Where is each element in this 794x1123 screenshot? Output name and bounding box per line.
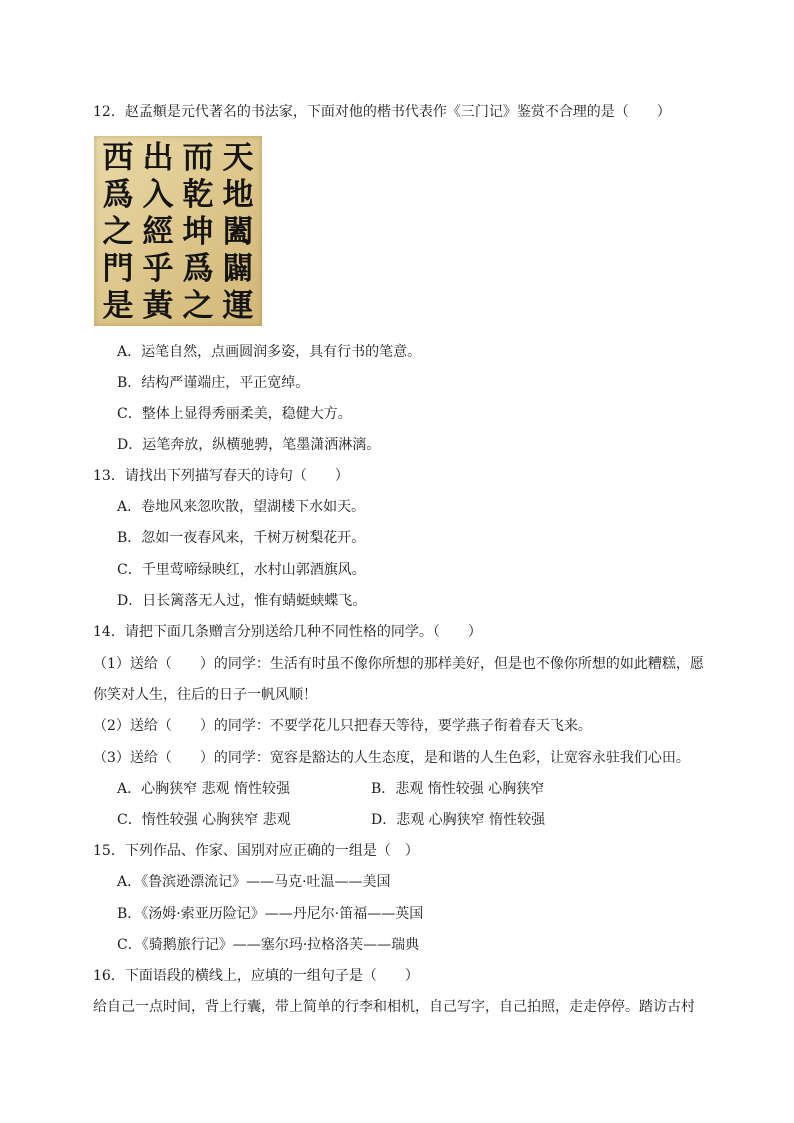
q14-item: 你笑对人生，往后的日子一帆风顺！ xyxy=(93,687,317,703)
calligraphy-char: 西 xyxy=(102,140,134,176)
q12-option-d: D．运笔奔放，纵横驰骋，笔墨潇洒淋漓。 xyxy=(117,437,381,453)
q13-option-b: B．忽如一夜春风来，千树万树梨花开。 xyxy=(117,530,366,546)
calligraphy-char: 出 xyxy=(142,140,174,176)
calligraphy-char: 乎 xyxy=(142,251,174,287)
calligraphy-char: 爲 xyxy=(102,177,134,213)
q14-item: （3）送给（ ）的同学：宽容是豁达的人生态度，是和谐的人生色彩，让宽容永驻我们心田。 xyxy=(93,750,690,766)
q12-option-b: B．结构严谨端庄，平正宽绰。 xyxy=(117,375,310,391)
q15-option-b: B．《汤姆·索亚历险记》——丹尼尔·笛福——英国 xyxy=(117,906,424,922)
calligraphy-char: 黃 xyxy=(142,288,174,324)
q13-option-c: C．千里莺啼绿映红，水村山郭酒旗风。 xyxy=(117,562,366,578)
q14-option-d: D．悲观 心胸狭窄 惰性较强 xyxy=(371,812,546,828)
calligraphy-char: 之 xyxy=(182,288,214,324)
calligraphy-image xyxy=(94,136,262,326)
calligraphy-column xyxy=(138,140,178,325)
q13-stem: 13．请找出下列描写春天的诗句（ ） xyxy=(93,468,349,484)
q13-option-d: D．日长篱落无人过，惟有蜻蜓蛱蝶飞。 xyxy=(117,593,367,609)
q14-option-c: C．惰性较强 心胸狭窄 悲观 xyxy=(117,812,291,828)
q12-stem: 12．赵孟頫是元代著名的书法家，下面对他的楷书代表作《三门记》鉴赏不合理的是（ ） xyxy=(93,104,671,120)
calligraphy-column xyxy=(98,140,138,325)
calligraphy-char: 闢 xyxy=(222,251,254,287)
calligraphy-char: 爲 xyxy=(182,251,214,287)
q14-item: （2）送给（ ）的同学：不要学花儿只把春天等待，要学燕子衔着春天飞来。 xyxy=(93,718,592,734)
calligraphy-char: 坤 xyxy=(182,214,214,250)
calligraphy-char: 是 xyxy=(102,288,134,324)
q15-option-c: C．《骑鹅旅行记》——塞尔玛·拉格洛芙——瑞典 xyxy=(117,937,420,953)
calligraphy-char: 乾 xyxy=(182,177,214,213)
q14-stem: 14．请把下面几条赠言分别送给几种不同性格的同学。（ ） xyxy=(93,624,482,640)
q14-option-a: A．心胸狭窄 悲观 惰性较强 xyxy=(117,781,291,797)
calligraphy-char: 天 xyxy=(222,140,254,176)
calligraphy-char: 運 xyxy=(222,288,254,324)
q16-stem: 16．下面语段的横线上，应填的一组句子是（ ） xyxy=(93,968,419,984)
calligraphy-char: 門 xyxy=(102,251,134,287)
calligraphy-char: 入 xyxy=(142,177,174,213)
calligraphy-char: 經 xyxy=(142,214,174,250)
q15-stem: 15．下列作品、作家、国别对应正确的一组是（ ） xyxy=(93,843,419,859)
q13-option-a: A．卷地风来忽吹散，望湖楼下水如天。 xyxy=(117,499,366,515)
q14-item: （1）送给（ ）的同学：生活有时虽不像你所想的那样美好，但是也不像你所想的如此糟糕，愿 xyxy=(93,656,704,672)
calligraphy-column xyxy=(218,140,258,325)
q14-option-b: B．悲观 惰性较强 心胸狭窄 xyxy=(371,781,545,797)
q16-paragraph: 给自己一点时间，背上行囊，带上简单的行李和相机，自己写字，自己拍照，走走停停。踏访古村 xyxy=(93,999,695,1015)
calligraphy-char: 之 xyxy=(102,214,134,250)
q15-option-a: A．《鲁滨逊漂流记》——马克·吐温——美国 xyxy=(117,874,391,890)
calligraphy-char: 闔 xyxy=(222,214,254,250)
q12-option-c: C．整体上显得秀丽柔美，稳健大方。 xyxy=(117,406,352,422)
calligraphy-char: 而 xyxy=(182,140,214,176)
calligraphy-column xyxy=(178,140,218,325)
calligraphy-char: 地 xyxy=(222,177,254,213)
q12-option-a: A．运笔自然，点画圆润多姿，具有行书的笔意。 xyxy=(117,344,422,360)
